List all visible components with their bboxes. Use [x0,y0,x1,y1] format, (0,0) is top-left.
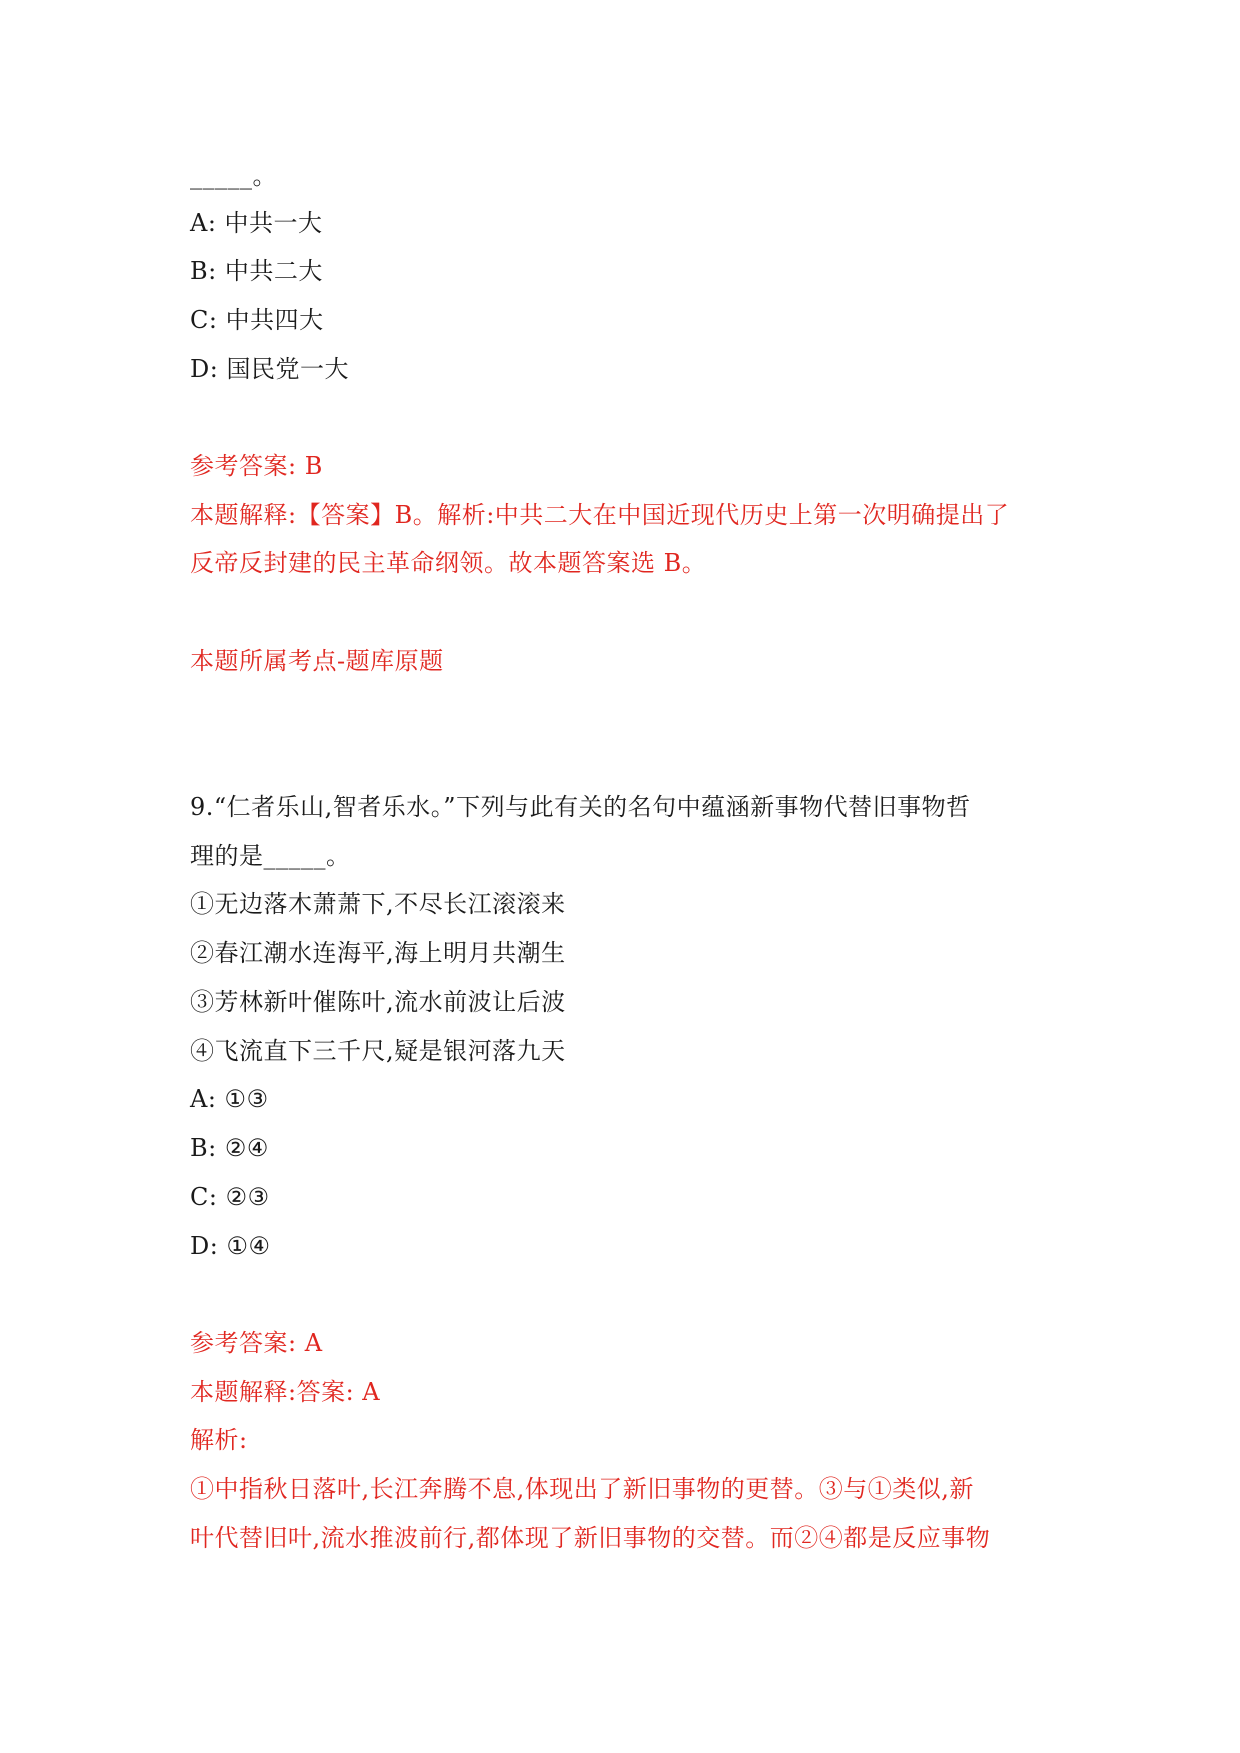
q8-option-a: A: 中共一大 [190,209,323,237]
q8-option-b: B: 中共二大 [190,257,323,285]
q9-option-d: D: ①④ [190,1232,271,1260]
q9-analysis-label: 解析: [190,1426,248,1454]
q8-answer: 参考答案: B [190,452,323,480]
q9-option-b: B: ②④ [190,1134,269,1162]
q8-option-c: C: 中共四大 [190,306,324,334]
q8-topic: 本题所属考点-题库原题 [190,647,444,675]
q9-option-c: C: ②③ [190,1183,270,1211]
q8-option-d: D: 国民党一大 [190,355,349,383]
q9-stem-line-2: 理的是_____。 [190,842,351,870]
q9-statement-3: ③芳林新叶催陈叶,流水前波让后波 [190,988,566,1016]
q9-stem-line-1: 9.“仁者乐山,智者乐水。”下列与此有关的名句中蕴涵新事物代替旧事物哲 [190,793,971,821]
q9-statement-1: ①无边落木萧萧下,不尽长江滚滚来 [190,890,566,918]
q8-explanation-line-1: 本题解释:【答案】B。解析:中共二大在中国近现代历史上第一次明确提出了 [190,501,1010,529]
q9-statement-4: ④飞流直下三千尺,疑是银河落九天 [190,1037,566,1065]
q9-explanation-head: 本题解释:答案: A [190,1378,381,1406]
q9-analysis-line-2: 叶代替旧叶,流水推波前行,都体现了新旧事物的交替。而②④都是反应事物 [190,1524,991,1552]
q8-explanation-line-2: 反帝反封建的民主革命纲领。故本题答案选 B。 [190,549,707,577]
q9-answer: 参考答案: A [190,1329,323,1357]
q9-option-a: A: ①③ [190,1085,269,1113]
q8-stem-tail: _____。 [190,162,277,190]
q9-statement-2: ②春江潮水连海平,海上明月共潮生 [190,939,566,967]
q9-analysis-line-1: ①中指秋日落叶,长江奔腾不息,体现出了新旧事物的更替。③与①类似,新 [190,1475,974,1503]
